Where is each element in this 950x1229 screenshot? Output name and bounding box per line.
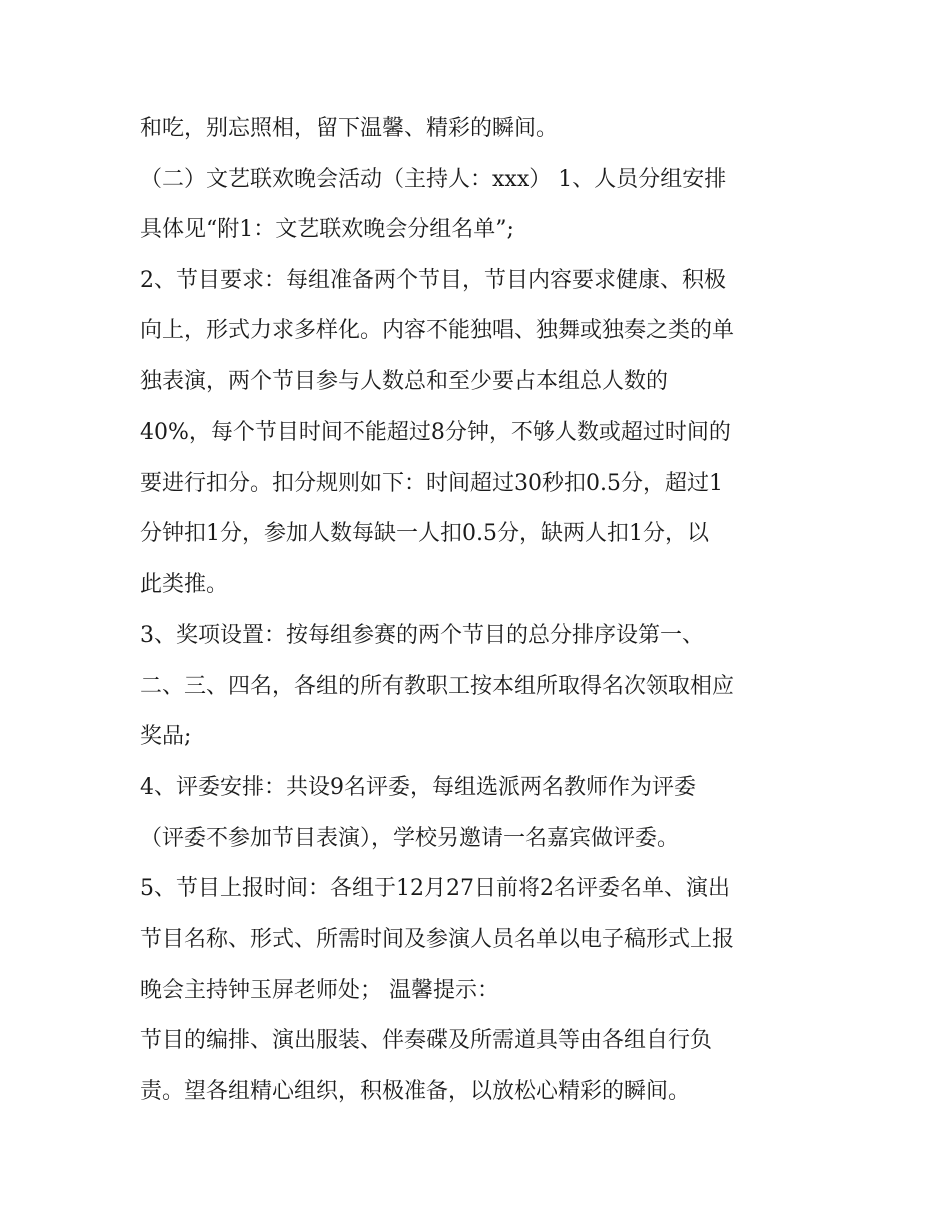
text-line-2: （二）文艺联欢晚会活动（主持人：xxx） 1、人员分组安排 xyxy=(140,167,727,192)
text-line-10: 此类推。 xyxy=(140,572,229,597)
text-line-11: 3、奖项设置：按每组参赛的两个节目的总分排序设第一、 xyxy=(140,623,704,648)
text-line-6: 独表演，两个节目参与人数总和至少要占本组总人数的 xyxy=(140,369,669,394)
text-line-15: （评委不参加节目表演），学校另邀请一名嘉宾做评委。 xyxy=(140,826,680,851)
text-line-7: 40%，每个节目时间不能超过8分钟，不够人数或超过时间的 xyxy=(140,420,731,445)
text-line-8: 要进行扣分。扣分规则如下：时间超过30秒扣0.5分，超过1 xyxy=(140,471,723,496)
text-line-4: 2、节目要求：每组准备两个节目，节目内容要求健康、积极 xyxy=(140,268,726,293)
text-line-17: 节目名称、形式、所需时间及参演人员名单以电子稿形式上报 xyxy=(140,927,735,952)
text-line-12: 二、三、四名，各组的所有教职工按本组所取得名次领取相应 xyxy=(140,674,735,699)
text-line-16: 5、节目上报时间：各组于12月27日前将2名评委名单、演出 xyxy=(140,876,730,901)
text-line-9: 分钟扣1分，参加人数每缺一人扣0.5分，缺两人扣1分，以 xyxy=(140,521,709,546)
text-line-14: 4、评委安排：共设9名评委，每组选派两名教师作为评委 xyxy=(140,775,696,800)
text-line-3: 具体见“附1：文艺联欢晚会分组名单”; xyxy=(140,217,514,242)
text-line-18: 晚会主持钟玉屏老师处； 温馨提示： xyxy=(140,978,499,1003)
text-line-1: 和吃，别忘照相，留下温馨、精彩的瞬间。 xyxy=(140,116,559,141)
text-line-13: 奖品; xyxy=(140,724,192,749)
text-line-20: 责。望各组精心组织，积极准备，以放松心精彩的瞬间。 xyxy=(140,1079,691,1104)
text-line-19: 节目的编排、演出服装、伴奏碟及所需道具等由各组自行负 xyxy=(140,1028,713,1053)
text-line-5: 向上，形式力求多样化。内容不能独唱、独舞或独奏之类的单 xyxy=(140,318,735,343)
